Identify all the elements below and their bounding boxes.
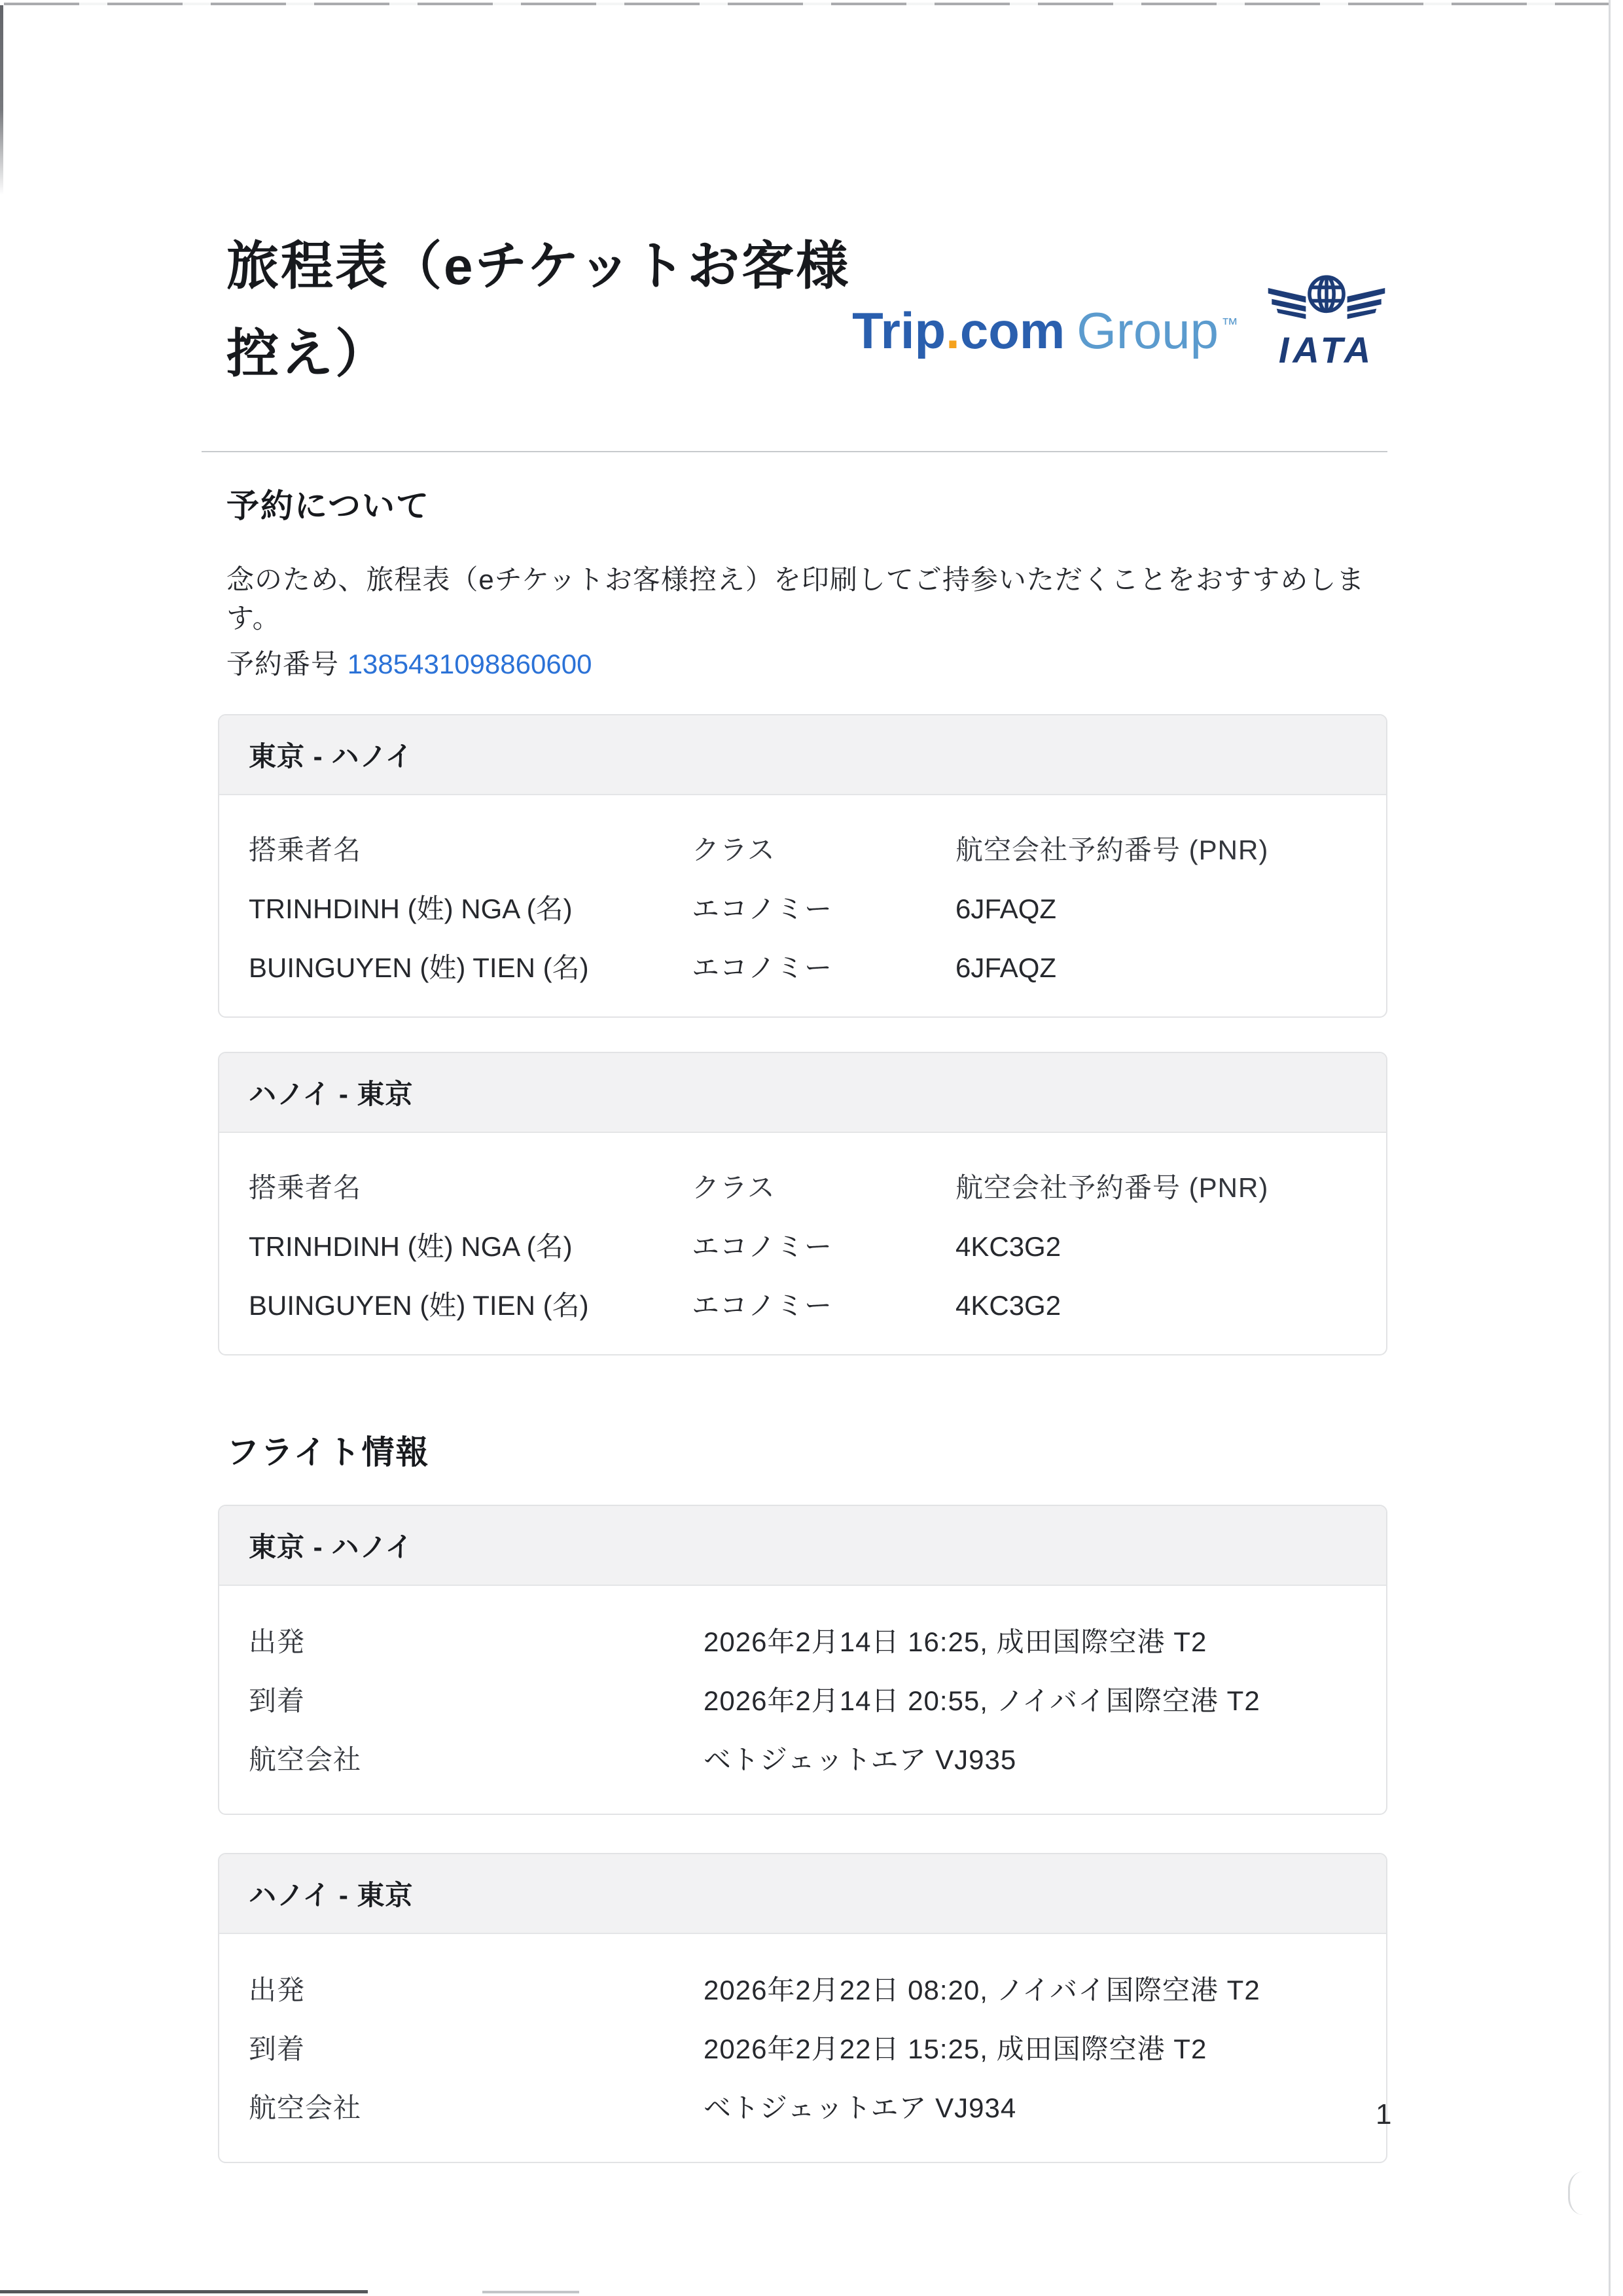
cabin-class: エコノミー	[692, 952, 833, 984]
flight-card-hanoi-tokyo	[218, 1853, 1387, 2163]
arrival-value: 2026年2月14日 20:55, ノイバイ国際空港 T2	[704, 1685, 1260, 1717]
airline-label: 航空会社	[249, 2092, 362, 2124]
flight-card-tokyo-hanoi	[218, 1505, 1387, 1815]
header-divider	[202, 451, 1387, 452]
scan-artifact-bottom-line	[0, 2290, 368, 2293]
tripcom-group-logo	[852, 301, 1238, 361]
tripcom-logo-group: Group	[1077, 302, 1219, 359]
page-title-line2: 控え）	[226, 325, 389, 384]
scan-artifact-scribble	[1568, 2172, 1597, 2215]
flight-detail-table	[249, 1626, 1357, 1776]
arrival-label: 到着	[249, 2034, 306, 2065]
scan-artifact-right-line	[1609, 0, 1611, 2296]
document-content	[218, 0, 1387, 2163]
cabin-class: エコノミー	[692, 1231, 833, 1263]
booking-number-value: 1385431098860600	[347, 649, 592, 680]
booking-number-line	[226, 645, 1387, 684]
column-header-class: クラス	[692, 834, 776, 866]
scan-artifact-bottom-line-2	[482, 2291, 579, 2293]
booking-card-body	[219, 1133, 1386, 1354]
pnr-code: 4KC3G2	[955, 1231, 1061, 1263]
logo-group	[852, 301, 1387, 371]
route-header: 東京 - ハノイ	[219, 715, 1386, 795]
flight-card-body	[219, 1934, 1386, 2162]
booking-section-heading: 予約について	[226, 487, 430, 524]
arrival-label: 到着	[249, 1685, 306, 1717]
booking-card-tokyo-hanoi	[218, 714, 1387, 1018]
column-header-pnr: 航空会社予約番号 (PNR)	[955, 834, 1269, 866]
booking-note: 念のため、旅程表（eチケットお客様控え）を印刷してご持参いただくことをおすすめします。	[226, 564, 1365, 634]
passenger-table	[249, 1172, 1357, 1321]
trademark-symbol: ™	[1221, 314, 1238, 334]
column-header-passenger: 搭乗者名	[249, 834, 362, 866]
document-header	[218, 223, 1387, 399]
arrival-value: 2026年2月22日 15:25, 成田国際空港 T2	[704, 2034, 1207, 2065]
departure-label: 出発	[249, 1975, 306, 2006]
passenger-name: BUINGUYEN (姓) TIEN (名)	[249, 1290, 589, 1321]
booking-number-label: 予約番号	[226, 649, 340, 680]
booking-card-hanoi-tokyo	[218, 1052, 1387, 1355]
tripcom-logo-trip: Trip	[852, 302, 946, 359]
airline-label: 航空会社	[249, 1744, 362, 1776]
tripcom-logo-dot: .	[946, 302, 960, 359]
route-header: ハノイ - 東京	[219, 1854, 1386, 1934]
passenger-name: BUINGUYEN (姓) TIEN (名)	[249, 952, 589, 984]
route-header: ハノイ - 東京	[219, 1053, 1386, 1133]
airline-value: ベトジェットエア VJ935	[704, 1744, 1017, 1776]
iata-globe-wings-icon	[1266, 270, 1387, 332]
iata-logo	[1266, 270, 1387, 371]
departure-value: 2026年2月14日 16:25, 成田国際空港 T2	[704, 1626, 1207, 1658]
column-header-passenger: 搭乗者名	[249, 1172, 362, 1204]
pnr-code: 6JFAQZ	[955, 893, 1057, 925]
tripcom-logo-com: com	[959, 302, 1065, 359]
page-number: 1	[1376, 2098, 1392, 2130]
airline-value: ベトジェットエア VJ934	[704, 2092, 1017, 2124]
column-header-pnr: 航空会社予約番号 (PNR)	[955, 1172, 1269, 1204]
passenger-name: TRINHDINH (姓) NGA (名)	[249, 1231, 573, 1263]
scan-artifact-left-line	[0, 5, 3, 195]
pnr-code: 6JFAQZ	[955, 952, 1057, 984]
departure-value: 2026年2月22日 08:20, ノイバイ国際空港 T2	[704, 1975, 1260, 2006]
iata-logo-label: IATA	[1278, 329, 1375, 370]
route-header: 東京 - ハノイ	[219, 1506, 1386, 1586]
cabin-class: エコノミー	[692, 1290, 833, 1321]
passenger-name: TRINHDINH (姓) NGA (名)	[249, 893, 573, 925]
column-header-class: クラス	[692, 1172, 776, 1204]
booking-card-body	[219, 795, 1386, 1016]
flight-section-heading: フライト情報	[226, 1434, 430, 1471]
page-title-line1: 旅程表（eチケットお客様	[226, 237, 851, 295]
flight-detail-table	[249, 1975, 1357, 2124]
departure-label: 出発	[249, 1626, 306, 1658]
cabin-class: エコノミー	[692, 893, 833, 925]
page-title	[226, 223, 852, 399]
pnr-code: 4KC3G2	[955, 1290, 1061, 1321]
flight-card-body	[219, 1586, 1386, 1814]
passenger-table	[249, 834, 1357, 984]
